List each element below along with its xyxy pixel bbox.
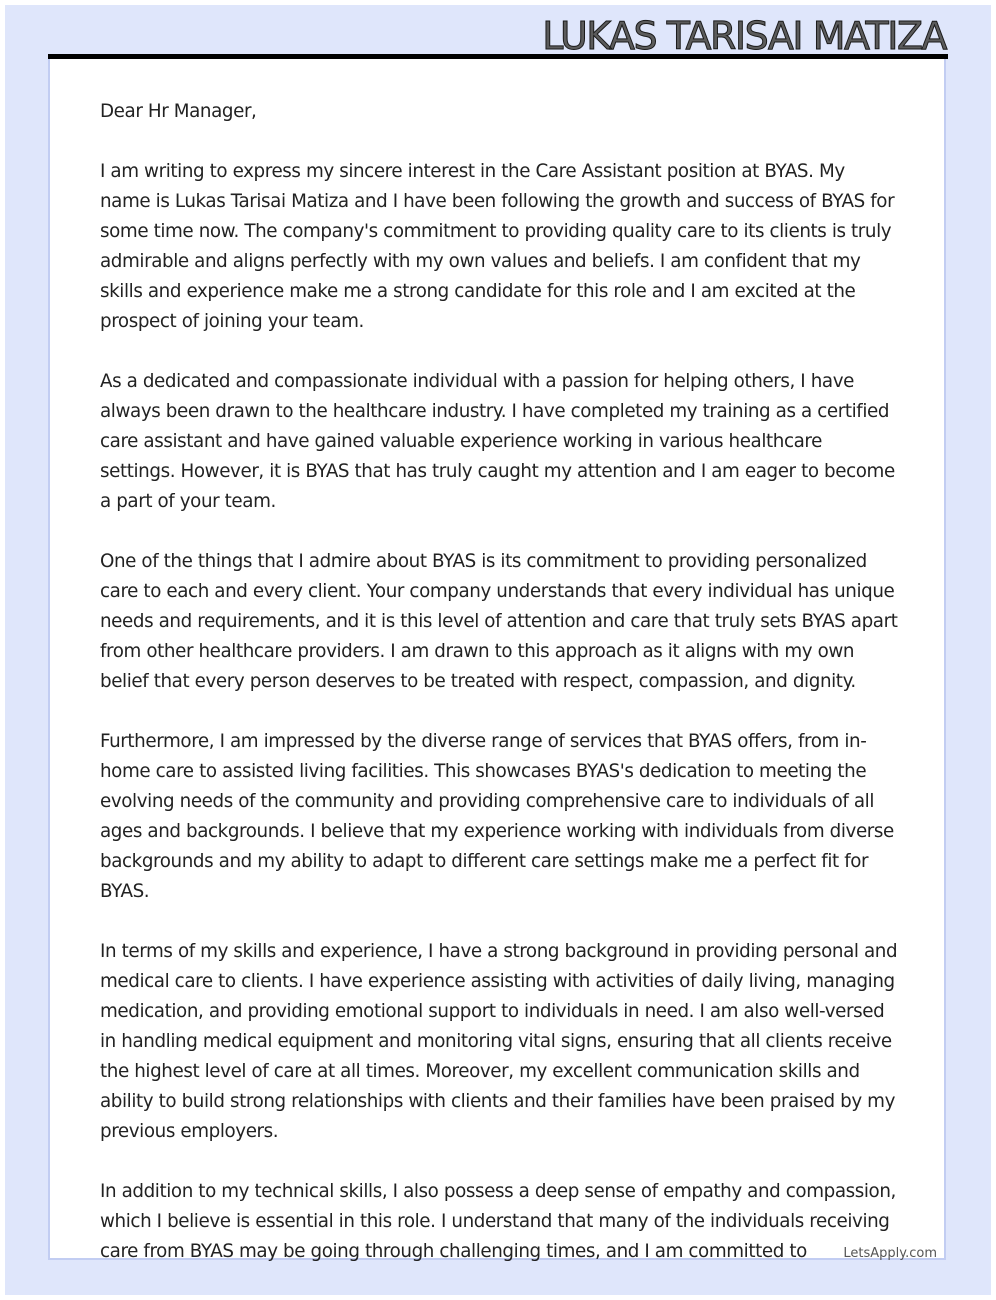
letter-body (100, 97, 900, 1297)
letter-paragraph-3: One of the things that I admire about BYAS is its commitment to providing personalized care to each and every client. Your company understands that every individual has unique needs and requirements, and it is this level of attention and care that truly sets BYAS apart from other healthcare providers. I am drawn to this approach as it aligns with my own belief that every person deserves to be treated with respect, compassion, and dignity. (100, 551, 898, 692)
watermark: LetsApply.com (843, 1246, 937, 1261)
letter-paragraph-2: As a dedicated and compassionate individual with a passion for helping others, I have always been drawn to the healthcare industry. I have completed my training as a certified care assistant and have gained valuable experience working in various healthcare settings. However, it is BYAS that has truly caught my attention and I am eager to become a part of your team. (100, 371, 895, 512)
letter-paragraph-1: I am writing to express my sincere interest in the Care Assistant position at BYAS. My name is Lukas Tarisai Matiza and I have been following the growth and success of BYAS for some time now. The company's commitment to providing quality care to its clients is truly admirable and aligns perfectly with my own values and beliefs. I am confident that my skills and experience make me a strong candidate for this role and I am excited at the prospect of joining your team. (100, 161, 895, 332)
letter-paragraph-4: Furthermore, I am impressed by the diverse range of services that BYAS offers, from in-home care to assisted living facilities. This showcases BYAS's dedication to meeting the evolving needs of the community and providing comprehensive care to individuals of all ages and backgrounds. I believe that my experience working with individuals from diverse backgrounds and my ability to adapt to different care settings make me a perfect fit for BYAS. (100, 731, 894, 902)
letter-paragraph-6: In addition to my technical skills, I also possess a deep sense of empathy and compassion, which I believe is essential in this role. I understand that many of the individuals receiving care from BYAS may be going through challenging times, and I am committed to (100, 1181, 896, 1262)
letter-paragraph-5: In terms of my skills and experience, I have a strong background in providing personal and medical care to clients. I have experience assisting with activities of daily living, managing medication, and providing emotional support to individuals in need. I am also well-versed in handling medical equipment and monitoring vital signs, ensuring that all clients receive the highest level of care at all times. Moreover, my excellent communication skills and ability to build strong relationships with clients and their families have been praised by my previous employers. (100, 941, 898, 1142)
applicant-name: LUKAS TARISAI MATIZA (542, 14, 946, 58)
letter-salutation: Dear Hr Manager, (100, 101, 257, 122)
